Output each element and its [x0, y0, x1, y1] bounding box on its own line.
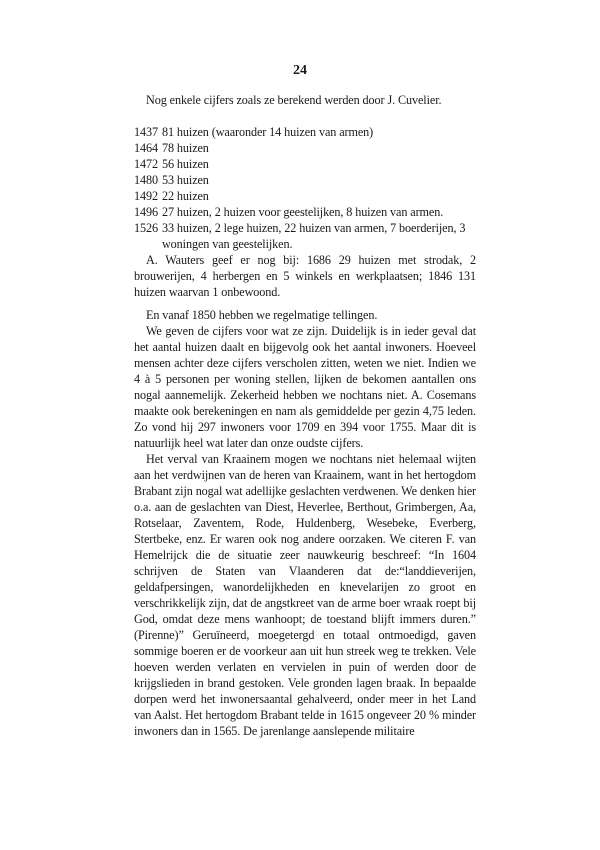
body-text: [134, 307, 476, 739]
record-year: 1480: [134, 173, 158, 187]
record-year: 1437: [134, 125, 158, 139]
page-number: 24: [293, 63, 307, 78]
household-records-list: [134, 124, 476, 252]
record-text: 33 huizen, 2 lege huizen, 22 huizen van armen, 7 boerderijen, 3 woningen van geestelijken.: [161, 221, 466, 251]
record-row: [134, 156, 476, 172]
intro-line: Nog enkele cijfers zoals ze berekend werden door J. Cuvelier.: [146, 93, 442, 107]
record-year: 1496: [134, 205, 158, 219]
record-text: 56 huizen: [161, 157, 209, 171]
record-row: [134, 188, 476, 204]
record-year: 1526: [134, 221, 158, 235]
record-text: 53 huizen: [161, 173, 209, 187]
record-row: [134, 172, 476, 188]
record-year: 1492: [134, 189, 158, 203]
body-paragraph: En vanaf 1850 hebben we regelmatige tellingen.: [146, 308, 378, 322]
record-text: 78 huizen: [161, 141, 209, 155]
record-text: 81 huizen (waaronder 14 huizen van armen): [161, 125, 374, 139]
wauters-paragraph: A. Wauters geef er nog bij: 1686 29 huizen met strodak, 2 brouwerijen, 4 herbergen en 5 winkels en werkplaatsen; 1846 131 huizen waarvan 1 onbewoond.: [134, 253, 476, 299]
body-paragraph: We geven de cijfers voor wat ze zijn. Duidelijk is in ieder geval dat het aantal huizen daalt en bijgevolg ook het aantal inwoners. Hoeveel mensen achter deze cijfers verscholen zitten, weten we niet. Indien we 4 à 5 personen per woning stellen, lijken de bekomen aantallen ons nogal aannemelijk. Zekerheid hebben we nochtans niet. A. Cosemans maakte ook berekeningen en nam als gemiddelde per gezin 4,75 leden. Zo vond hij 297 inwoners voor 1709 en 394 voor 1755. Maar dit is natuurlijk heel wat later dan onze oudste cijfers.: [134, 324, 476, 450]
record-row: [134, 124, 476, 140]
wauters-paragraph-block: [134, 252, 476, 300]
record-year: 1472: [134, 157, 158, 171]
record-text: 22 huizen: [161, 189, 209, 203]
record-row: [134, 220, 476, 252]
record-row: [134, 204, 476, 220]
record-year: 1464: [134, 141, 158, 155]
body-paragraph: Het verval van Kraainem mogen we nochtans niet helemaal wijten aan het verdwijnen van de heren van Kraainem, want in het hertogdom Brabant zijn nogal wat adellijke geslachten verdwenen. We denken hier o.a. aan de geslachten van Diest, Heverlee, Berthout, Grimbergen, Aa, Rotselaar, Zaventem, Rode, Huldenberg, Wesebeke, Everberg, Stertbeke, enz. Er waren ook nog andere oorzaken. We citeren F. van Hemelrijck die de situatie zeer nauwkeurig beschreef: “In 1604 schrijven de Staten van Vlaanderen dat de:“landdieverijen, geldafpersingen, wanordelijkheden en knevelarijen zo groot en verschrikkelijk zijn, dat de angstkreet van de arme boer wraak roept bij God, omdat deze mens wanhoopt; de toestand blijft immers duren.” (Pirenne)” Geruïneerd, moegetergd en totaal ontmoedigd, gaven sommige boeren er de voorkeur aan uit hun streek weg te trekken. Vele hoeven werden verlaten en vervielen in puin of werden door de krijgslieden in brand gestoken. Vele gronden lagen braak. In bepaalde dorpen werd het inwonersaantal gehalveerd, onder meer in het Land van Aalst. Het hertogdom Brabant telde in 1615 ongeveer 20 % minder inwoners dan in 1565. De jarenlange aanslepende militaire: [134, 452, 476, 738]
record-text: 27 huizen, 2 huizen voor geestelijken, 8 huizen van armen.: [161, 205, 444, 219]
record-row: [134, 140, 476, 156]
